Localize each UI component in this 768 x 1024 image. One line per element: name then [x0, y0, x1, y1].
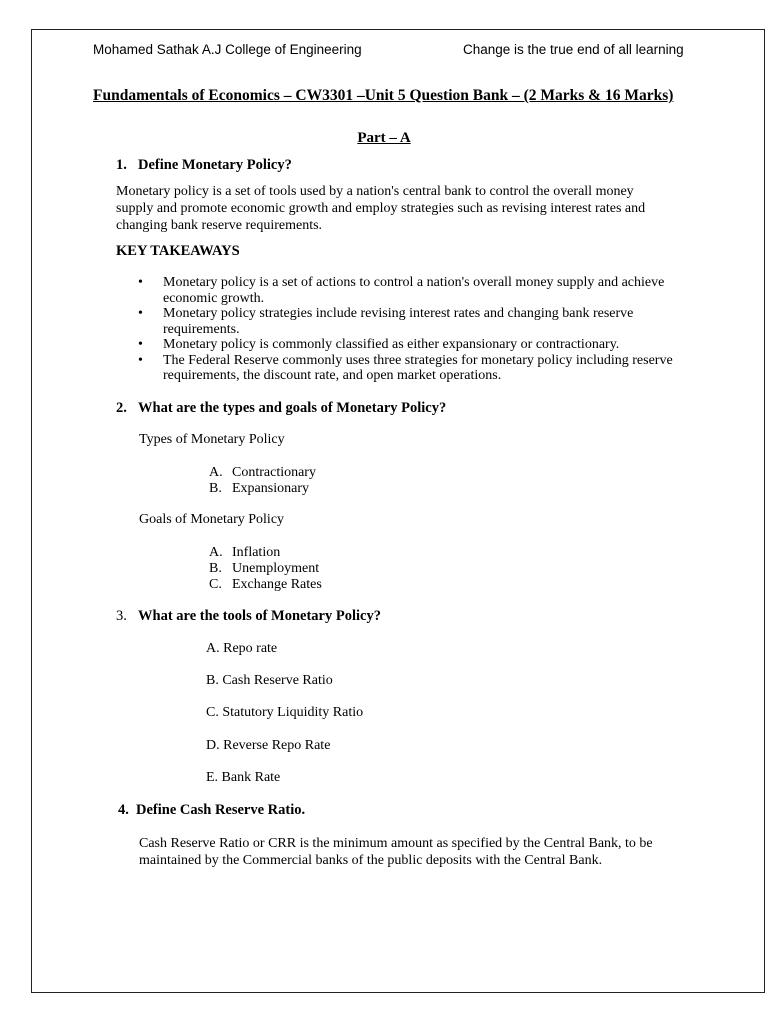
list-item: A. Contractionary	[209, 465, 316, 480]
list-item: C. Exchange Rates	[209, 577, 322, 592]
question-1	[116, 157, 292, 174]
question-3-number: 3.	[116, 608, 127, 624]
list-item: A. Inflation	[209, 545, 281, 560]
key-takeaways-list	[138, 275, 698, 384]
bullet-item: • The Federal Reserve commonly uses three strategies for monetary policy including reserve requirements, the discount rate, and open market operations.	[138, 353, 698, 384]
question-3-text: What are the tools of Monetary Policy?	[138, 608, 381, 624]
list-item: B. Unemployment	[209, 561, 320, 576]
question-4	[118, 802, 305, 819]
question-4-text: Define Cash Reserve Ratio.	[136, 802, 306, 818]
question-1-number: 1.	[116, 157, 127, 173]
tool-item: E. Bank Rate	[206, 770, 281, 785]
question-4-number: 4.	[118, 802, 129, 818]
header-motto: Change is the true end of all learning	[463, 42, 684, 57]
goals-label: Goals of Monetary Policy	[139, 512, 285, 527]
goals-list	[209, 545, 322, 593]
header-college-name: Mohamed Sathak A.J College of Engineering	[93, 42, 362, 57]
answer-1: Monetary policy is a set of tools used by a nation's central bank to control the overall money supply and promote economic growth and employ strategies such as revising interest rates and changing bank reserve requirements.	[116, 184, 646, 233]
question-2-text: What are the types and goals of Monetary Policy?	[138, 400, 447, 416]
list-item: B. Expansionary	[209, 481, 309, 496]
key-takeaways-heading: KEY TAKEAWAYS	[116, 243, 240, 259]
answer-4: Cash Reserve Ratio or CRR is the minimum amount as specified by the Central Bank, to be maintained by the Commercial banks of the public deposits with the Central Bank.	[139, 836, 653, 868]
bullet-item: • Monetary policy is a set of actions to control a nation's overall money supply and achieve economic growth.	[138, 275, 698, 306]
question-1-text: Define Monetary Policy?	[138, 157, 292, 173]
part-heading: Part – A	[357, 130, 411, 146]
bullet-item: • Monetary policy strategies include revising interest rates and changing bank reserve requirements.	[138, 306, 698, 337]
tool-item: C. Statutory Liquidity Ratio	[206, 705, 364, 720]
document-title: Fundamentals of Economics – CW3301 –Unit 5 Question Bank – (2 Marks & 16 Marks)	[93, 87, 674, 104]
question-2-number: 2.	[116, 400, 127, 416]
types-list	[209, 465, 316, 497]
tool-item: D. Reverse Repo Rate	[206, 738, 331, 753]
bullet-item: • Monetary policy is commonly classified as either expansionary or contractionary.	[138, 337, 698, 353]
tool-item: A. Repo rate	[206, 641, 278, 656]
types-label: Types of Monetary Policy	[139, 432, 285, 447]
tool-item: B. Cash Reserve Ratio	[206, 673, 333, 688]
question-3	[116, 608, 381, 625]
question-2	[116, 400, 446, 417]
